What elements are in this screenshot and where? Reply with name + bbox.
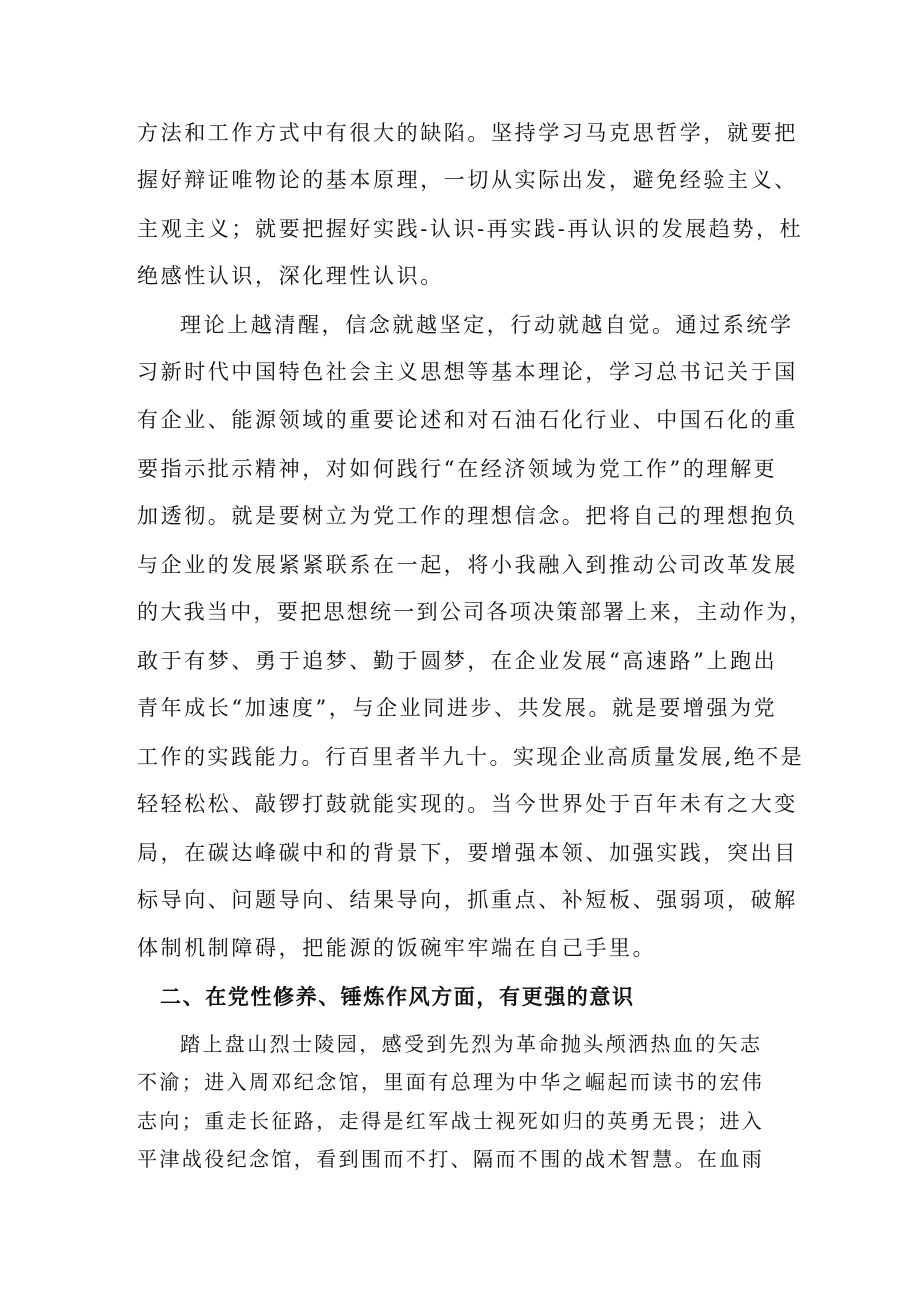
paragraph-1-line-1: 方法和工作方式中有很大的缺陷。坚持学习马克思哲学，就要把 xyxy=(137,121,798,145)
paragraph-2-line-11: 轻轻松松、敲锣打鼓就能实现的。当今世界处于百年未有之大变 xyxy=(137,792,798,816)
paragraph-2-line-14: 体制机制障碍，把能源的饭碗牢牢端在自己手里。 xyxy=(137,936,657,960)
paragraph-1-line-3: 主观主义；就要把握好实践-认识-再实践-再认识的发展趋势，杜 xyxy=(137,217,804,241)
paragraph-2-line-3: 有企业、能源领域的重要论述和对石油石化行业、中国石化的重 xyxy=(137,408,798,432)
paragraph-2-line-10: 工作的实践能力。行百里者半九十。实现企业高质量发展,绝不是 xyxy=(137,745,805,769)
paragraph-2-line-4: 要指示批示精神，对如何践行“在经济领域为党工作”的理解更 xyxy=(137,457,778,481)
paragraph-2-line-2: 习新时代中国特色社会主义思想等基本理论，学习总书记关于国 xyxy=(137,360,798,384)
paragraph-2-line-13: 标导向、问题导向、结果导向，抓重点、补短板、强弱项，破解 xyxy=(137,888,798,912)
paragraph-3-line-4: 平津战役纪念馆，看到围而不打、隔而不围的战术智慧。在血雨 xyxy=(137,1147,765,1171)
paragraph-2-line-9: 青年成长“加速度”，与企业同进步、共发展。就是要增强为党 xyxy=(137,696,778,720)
paragraph-2-line-5: 加透彻。就是要树立为党工作的理想信念。把将自己的理想抱负 xyxy=(137,504,798,528)
paragraph-2-line-7: 的大我当中，要把思想统一到公司各项决策部署上来，主动作为， xyxy=(137,600,813,624)
paragraph-2-line-8: 敢于有梦、勇于追梦、勤于圆梦，在企业发展“高速路”上跑出 xyxy=(137,649,778,673)
paragraph-3-line-2: 不渝；进入周邓纪念馆，里面有总理为中华之崛起而读书的宏伟 xyxy=(137,1070,765,1094)
paragraph-2-line-1: 理论上越清醒，信念就越坚定，行动就越自觉。通过系统学 xyxy=(180,313,794,337)
paragraph-3-line-3: 志向；重走长征路，走得是红军战士视死如归的英勇无畏；进入 xyxy=(137,1109,765,1133)
paragraph-1-line-2: 握好辩证唯物论的基本原理，一切从实际出发，避免经验主义、 xyxy=(137,168,798,192)
paragraph-3-line-1: 踏上盘山烈士陵园，感受到先烈为革命抛头颅洒热血的矢志 xyxy=(180,1032,763,1056)
paragraph-2-line-12: 局，在碳达峰碳中和的背景下，要增强本领、加强实践，突出目 xyxy=(137,841,798,865)
paragraph-1-line-4: 绝感性认识，深化理性认识。 xyxy=(137,264,444,288)
section-heading: 二、在党性修养、锤炼作风方面，有更强的意识 xyxy=(160,984,635,1009)
paragraph-2-line-6: 与企业的发展紧紧联系在一起，将小我融入到推动公司改革发展 xyxy=(137,553,798,577)
